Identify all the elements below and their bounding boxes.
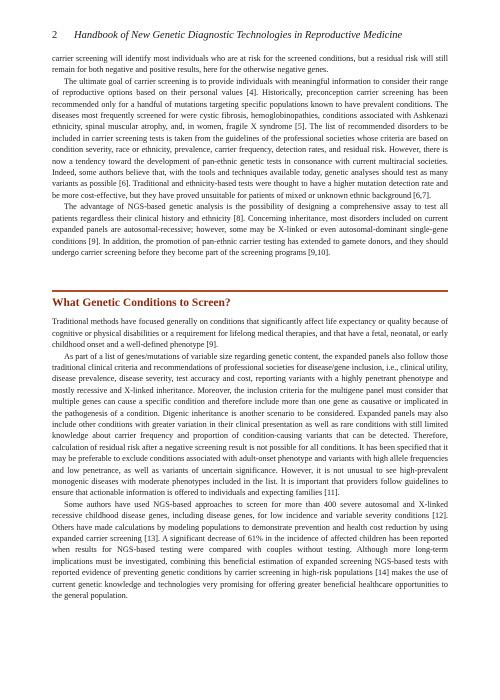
body-paragraph: The ultimate goal of carrier screening is to provide individuals with meaningful information to consider their range of reproductive options based on their personal values [4]. Historically, preconception carrier screening has been recommended only for a handful of mutations targeting specific populations known to have prevalent conditions. The diseases most frequently screened for were cystic fibrosis, hemoglobinopathies, conditions associated with Ashkenazi ethnicity, spinal muscular atrophy, and, in women, fragile X syndrome [5]. The list of recommended disorders to be included in carrier screening tests is taken from the guidelines of the professional societies whose criteria are based on condition severity, race or ethnicity, prevalence, carrier frequency, detection rates, and residual risk. However, there is now a tendency toward the development of pan-ethnic genetic tests in consonance with current multiracial societies. Indeed, some authors believe that, with the tools and techniques available today, genetic analyses should test as many variants as possible [6]. Traditional and ethnicity-based tests were thought to have a higher mutation detection rate and be more cost-effective, but they have proved unsuitable for patients of mixed or unknown ethnic background [6,7]. bbox=[52, 76, 448, 200]
body-paragraph: carrier screening will identify most individuals who are at risk for the screened conditions, but a residual risk will still remain for both negative and positive results, here for the otherwise negative genes. bbox=[52, 54, 448, 75]
section-paragraph: As part of a list of genes/mutations of variable size regarding genetic content, the expanded panels also follow those traditional clinical criteria and recommendations of professional societies for disease/gene inclusion, i.e., clinical utility, disease prevalence, disease severity, test accuracy and cost, reporting variants with a highly penetrant phenotype and mostly recessive and X-linked inheritance. Moreover, the inclusion criteria for the multigene panel must consider that multiple genes can cause a specific condition and therefore include more than one gene as causative or implicated in the pathogenesis of a condition. Digenic inheritance is another scenario to be considered. Expanded panels may also include other conditions with greater variation in their clinical presentation as well as rare conditions with still limited knowledge about carrier frequency and proportion of condition-causing variants that can be detected. Therefore, calculation of residual risk after a negative screening result is not possible for all conditions. It has been specified that it may be preferable to exclude conditions associated with adult-onset phenotype and variants with high allele frequencies and low penetrance, as well as variants of uncertain significance. However, it is not unusual to see high-prevalent monogenic diseases with moderate phenotypes included in the list. It is important that providers follow guidelines to ensure that actionable information is offered to individuals and expecting families [11]. bbox=[52, 351, 448, 498]
body-paragraph: The advantage of NGS-based genetic analysis is the possibility of designing a comprehensive assay to test all patients regardless their clinical history and ethnicity [8]. Concerning inheritance, most disorders included on current expanded panels are autosomal-recessive; however, some may be X-linked or even autosomal-dominant single-gene conditions [9]. In addition, the promotion of pan-ethnic carrier testing has extended to gamete donors, and they should undergo carrier screening before they become part of the screening programs [9,10]. bbox=[52, 202, 448, 257]
section-paragraph: Traditional methods have focused generally on conditions that significantly affect life expectancy or quality because of cognitive or physical disabilities or a requirement for lifelong medical therapies, and that have a fetal, neonatal, or early childhood onset and a well-defined phenotype [9]. bbox=[52, 317, 448, 350]
section-rule bbox=[52, 290, 448, 292]
running-header bbox=[52, 30, 448, 41]
section-paragraph: Some authors have used NGS-based approaches to screen for more than 400 severe autosomal and X-linked recessive childhood disease genes, including disease genes, for low incidence and variable severity conditions [12]. Others have made calculations by modeling populations to demonstrate prevention and health cost reduction by using expanded carrier screening [13]. A significant decrease of 61% in the incidence of affected children has been reported when results for NGS-based testing were compared with couples without testing. Although more long-term implications must be investigated, combining this beneficial estimation of expanded screening NGS-based tests with reported evidence of preventing genetic conditions by carrier screening in high-risk populations [14] makes the use of current genetic knowledge and technologies very promising for offering greater beneficial healthcare opportunities to the general population. bbox=[52, 499, 448, 601]
page-number: 2 bbox=[52, 30, 58, 41]
section-heading: What Genetic Conditions to Screen? bbox=[52, 297, 231, 310]
running-title: Handbook of New Genetic Diagnostic Technologies in Reproductive Medicine bbox=[74, 30, 403, 41]
